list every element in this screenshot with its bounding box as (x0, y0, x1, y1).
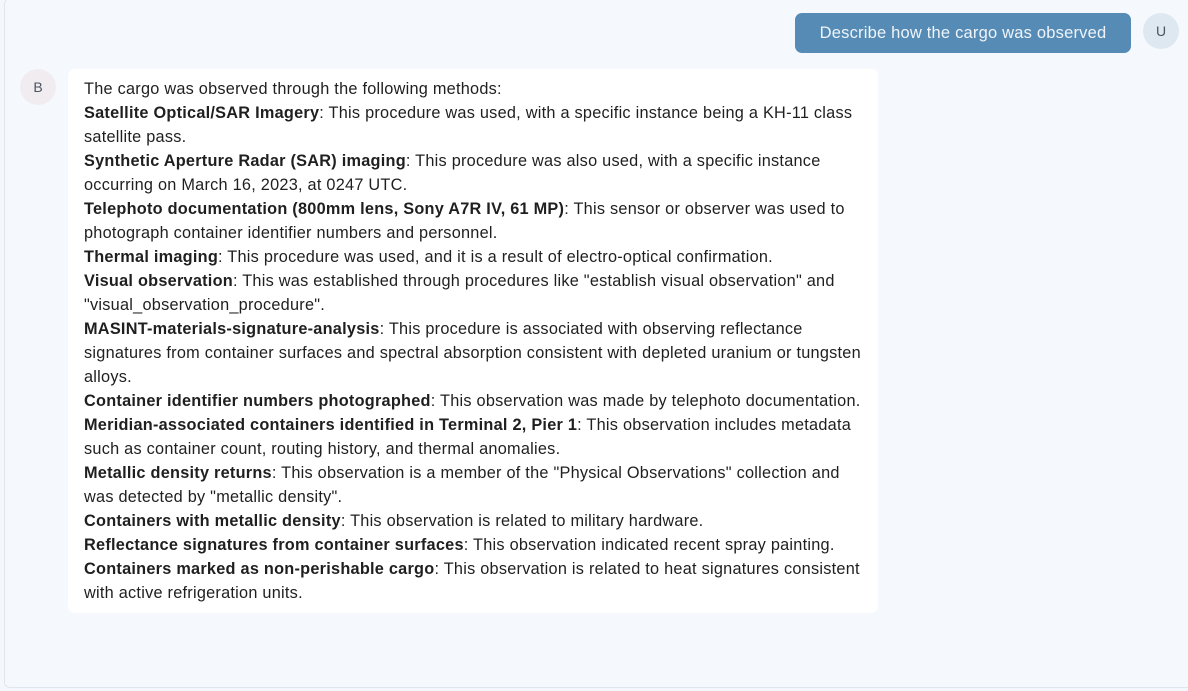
observation-description: : This observation is a member of the "Physical Observations" collection and was detected by "metallic density". (84, 464, 840, 506)
observation-description: : This procedure was used, with a specific instance being a KH-11 class satellite pass. (84, 104, 853, 146)
observation-item (84, 317, 862, 389)
observation-description: : This observation includes metadata such as container count, routing history, and thermal anomalies. (84, 416, 852, 458)
observation-term: Satellite Optical/SAR Imagery (84, 104, 320, 122)
observation-item (84, 149, 862, 197)
observation-description: : This observation is related to heat signatures consistent with active refrigeration units. (84, 560, 860, 602)
bot-intro: The cargo was observed through the following methods: (84, 80, 502, 98)
observation-description: : This procedure was also used, with a specific instance occurring on March 16, 2023, at 0247 UTC. (84, 152, 821, 194)
observation-term: Reflectance signatures from container surfaces (84, 536, 464, 554)
observation-term: Metallic density returns (84, 464, 272, 482)
observation-item (84, 461, 862, 509)
observation-item (84, 389, 862, 413)
observation-item (84, 245, 862, 269)
user-message: Describe how the cargo was observed (795, 13, 1131, 53)
observation-term: Containers marked as non-perishable cargo (84, 560, 435, 578)
bot-avatar: B (20, 69, 56, 105)
observation-item (84, 533, 862, 557)
observation-description: : This observation is related to military hardware. (340, 512, 704, 530)
observation-item (84, 197, 862, 245)
observation-term: Container identifier numbers photographed (84, 392, 431, 410)
observation-description: : This procedure was used, and it is a result of electro-optical confirmation. (218, 248, 773, 266)
user-avatar: U (1143, 13, 1179, 49)
observation-description: : This observation was made by telephoto documentation. (430, 392, 861, 410)
observation-term: Thermal imaging (84, 248, 219, 266)
observation-term: MASINT-materials-signature-analysis (84, 320, 380, 338)
observation-term: Synthetic Aperture Radar (SAR) imaging (84, 152, 406, 170)
observation-term: Meridian-associated containers identified in Terminal 2, Pier 1 (84, 416, 578, 434)
observation-item (84, 509, 862, 533)
observation-item (84, 413, 862, 461)
observation-item (84, 557, 862, 605)
observation-description: : This sensor or observer was used to photograph container identifier numbers and personnel. (84, 200, 845, 242)
observation-item (84, 269, 862, 317)
observation-term: Telephoto documentation (800mm lens, Sony A7R IV, 61 MP) (84, 200, 565, 218)
observation-term: Containers with metallic density (84, 512, 341, 530)
observation-description: : This was established through procedures like "establish visual observation" and "visual_observation_procedure". (84, 272, 835, 314)
observation-description: : This observation indicated recent spray painting. (463, 536, 835, 554)
observation-term: Visual observation (84, 272, 233, 290)
bot-message (68, 69, 878, 613)
observation-item (84, 101, 862, 149)
observation-description: : This procedure is associated with observing reflectance signatures from container surfaces and spectral absorption consistent with depleted uranium or tungsten alloys. (84, 320, 861, 386)
